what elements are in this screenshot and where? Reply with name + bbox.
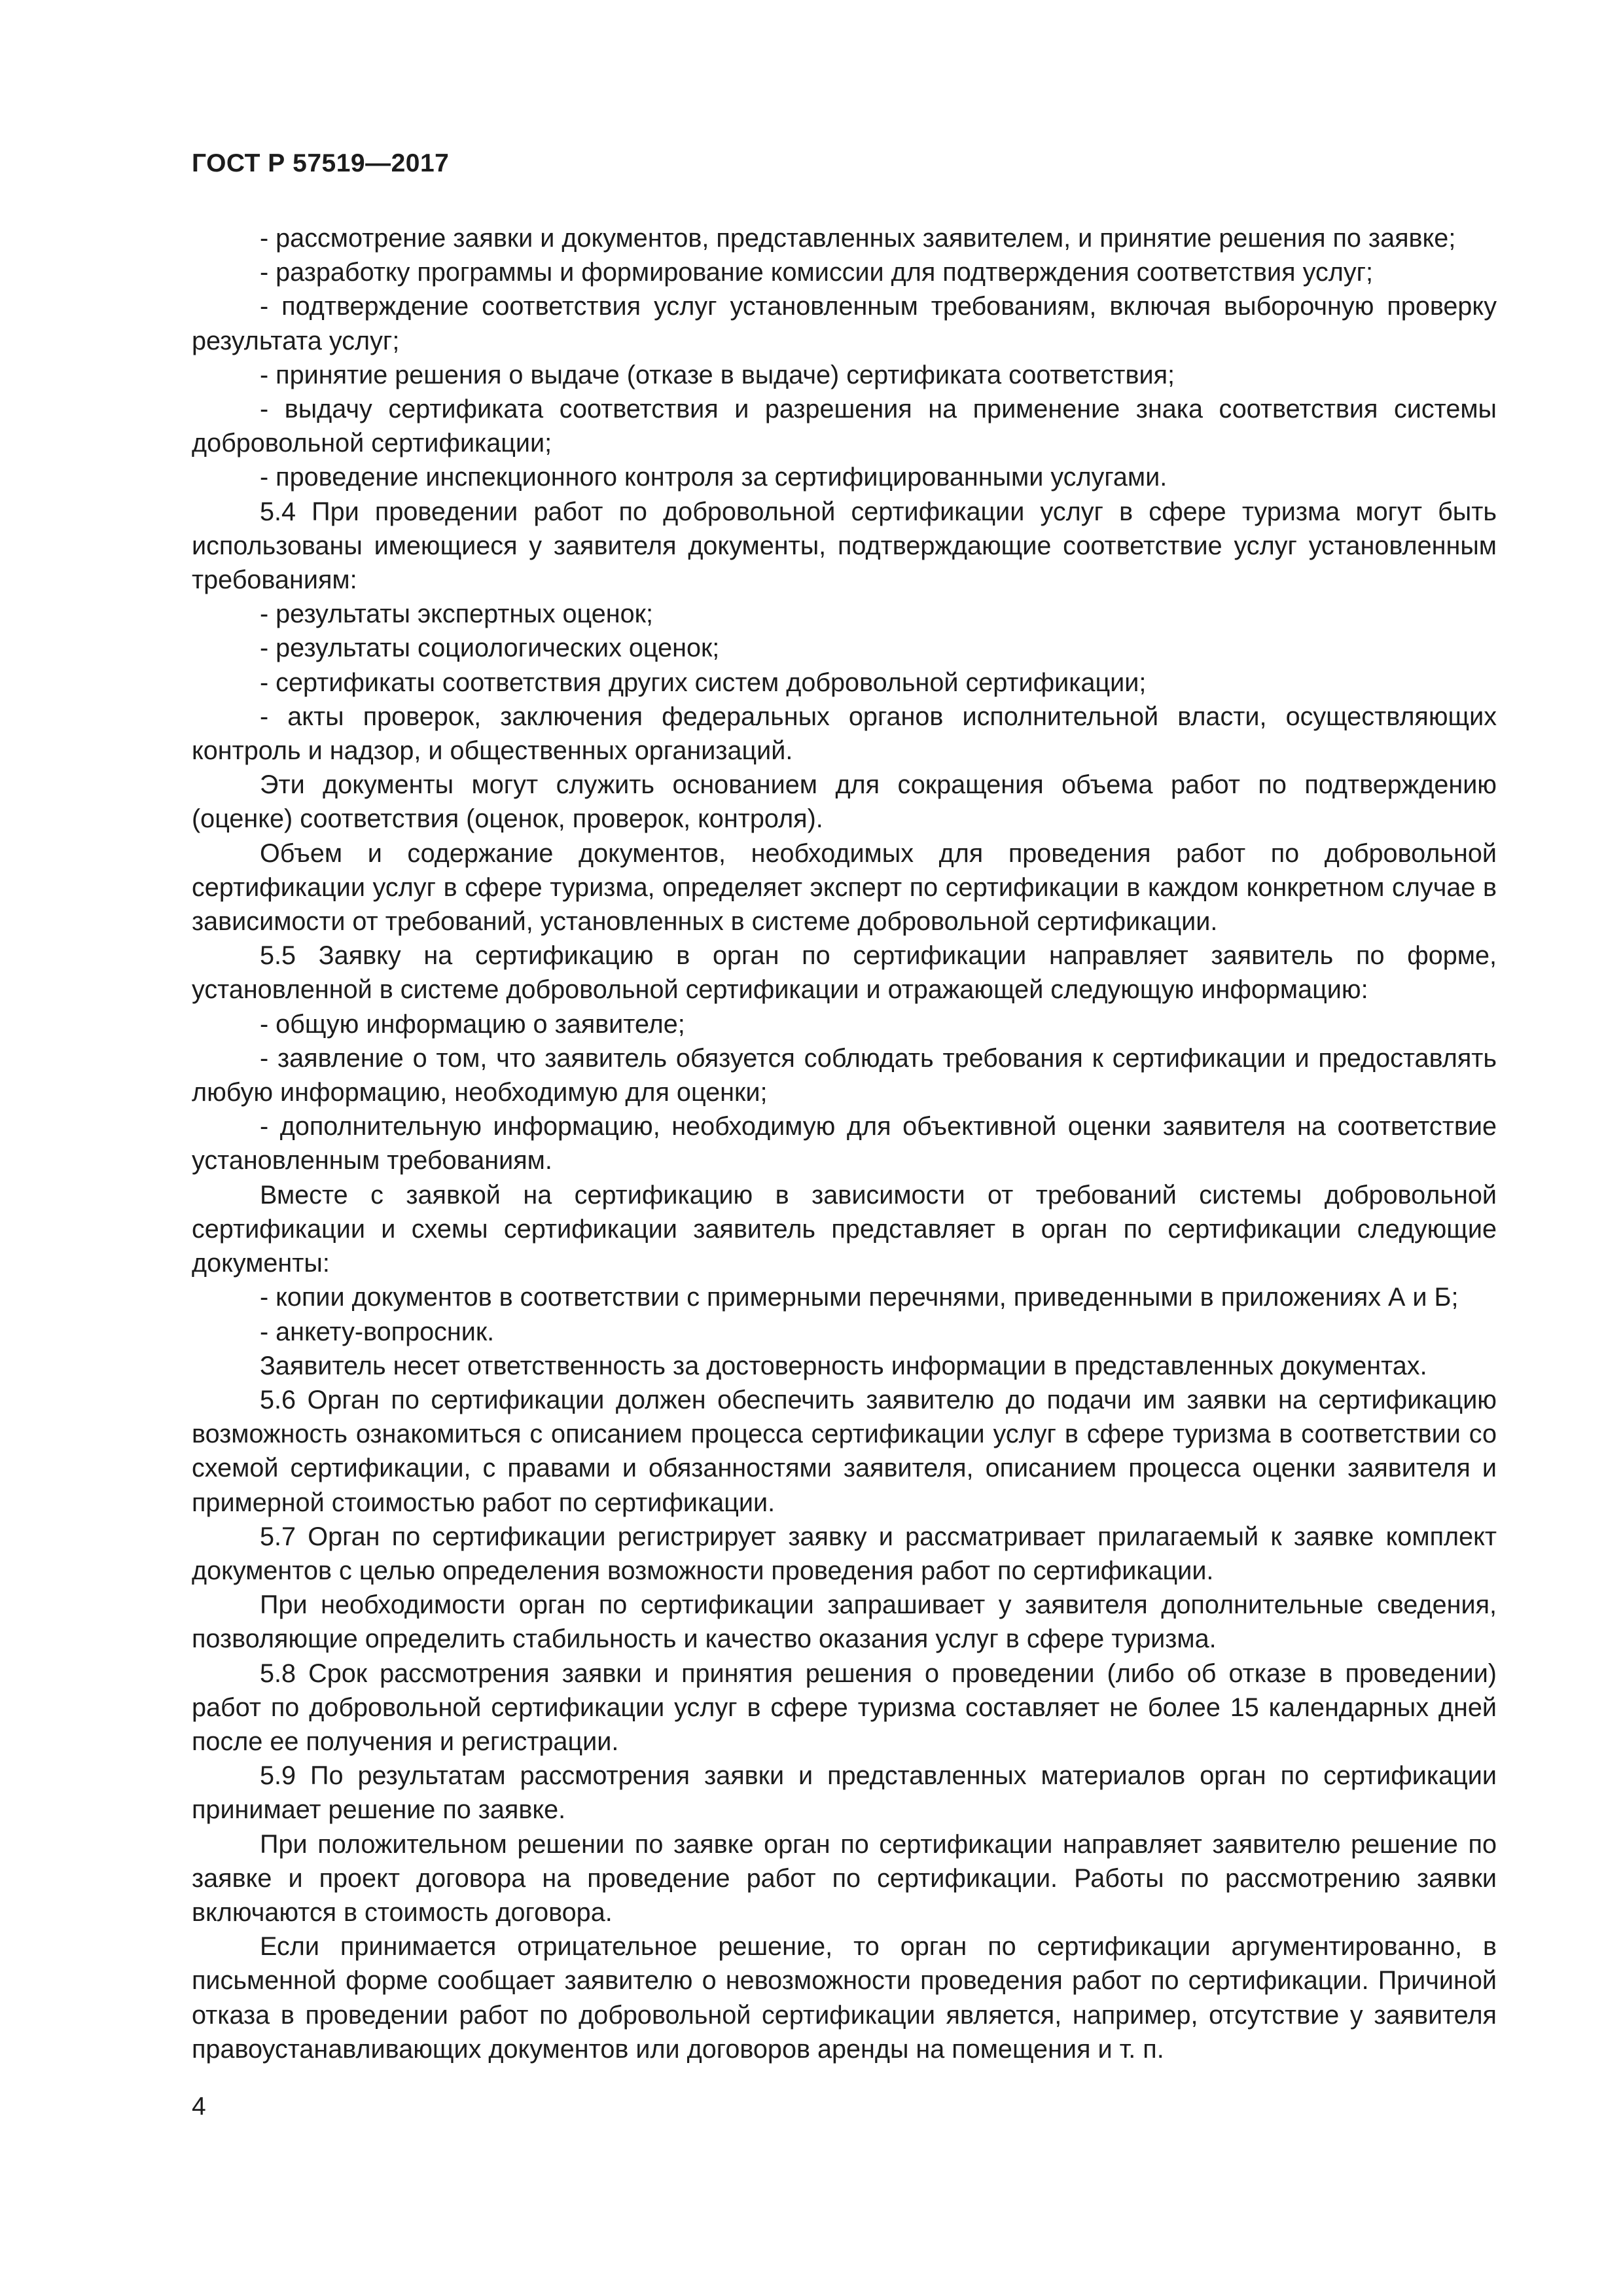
paragraph: - акты проверок, заключения федеральных органов исполнительной власти, осуществляющих контроль и надзор, и общественных организаций. bbox=[192, 702, 1497, 766]
paragraph: 5.9 По результатам рассмотрения заявки и представленных материалов орган по сертификации принимает решение по заявке. bbox=[192, 1761, 1497, 1825]
paragraph: 5.7 Орган по сертификации регистрирует заявку и рассматривает прилагаемый к заявке комплект документов с целью определения возможности проведения работ по сертификации. bbox=[192, 1522, 1497, 1585]
paragraph: - копии документов в соответствии с примерными перечнями, приведенными в приложениях А и Б; bbox=[260, 1283, 1459, 1312]
paragraph: - анкету-вопросник. bbox=[260, 1317, 495, 1346]
paragraph: 5.6 Орган по сертификации должен обеспечить заявителю до подачи им заявки на сертификацию возможность ознакомиться с описанием процесса сертификации услуг в сфере туризма в соответствии со схемой сертификации, с правами и обязанностями заявителя, описанием процесса оценки заявителя и примерной стоимостью работ по сертификации. bbox=[192, 1385, 1497, 1517]
paragraph: - принятие решения о выдаче (отказе в выдаче) сертификата соответствия; bbox=[260, 360, 1175, 389]
paragraph: - результаты экспертных оценок; bbox=[260, 600, 653, 629]
paragraph: - проведение инспекционного контроля за сертифицированными услугами. bbox=[260, 463, 1168, 492]
page-number: 4 bbox=[192, 2092, 206, 2121]
paragraph: - подтверждение соответствия услуг установленным требованиям, включая выборочную проверку результата услуг; bbox=[192, 292, 1497, 355]
paragraph: - дополнительную информацию, необходимую для объективной оценки заявителя на соответствие установленным требованиям. bbox=[192, 1112, 1497, 1175]
standard-code-header: ГОСТ Р 57519—2017 bbox=[192, 149, 450, 177]
paragraph: При положительном решении по заявке орган по сертификации направляет заявителю решение по заявке и проект договора на проведение работ по сертификации. Работы по рассмотрению заявки включаются в стоимость договора. bbox=[192, 1829, 1497, 1927]
paragraph: - выдачу сертификата соответствия и разрешения на применение знака соответствия системы добровольной сертификации; bbox=[192, 395, 1497, 458]
paragraph: - общую информацию о заявителе; bbox=[260, 1009, 685, 1039]
body-text bbox=[192, 221, 1497, 2066]
paragraph: Эти документы могут служить основанием для сокращения объема работ по подтверждению (оценке) соответствия (оценок, проверок, контроля). bbox=[192, 770, 1497, 834]
paragraph: 5.5 Заявку на сертификацию в орган по сертификации направляет заявитель по форме, установленной в системе добровольной сертификации и отражающей следующую информацию: bbox=[192, 941, 1497, 1005]
paragraph: - разработку программы и формирование комиссии для подтверждения соответствия услуг; bbox=[260, 258, 1374, 287]
paragraph: Заявитель несет ответственность за достоверность информации в представленных документах. bbox=[260, 1351, 1427, 1380]
paragraph: Вместе с заявкой на сертификацию в зависимости от требований системы добровольной сертификации и схемы сертификации заявитель представляет в орган по сертификации следующие документы: bbox=[192, 1180, 1497, 1278]
paragraph: При необходимости орган по сертификации запрашивает у заявителя дополнительные сведения, позволяющие определить стабильность и качество оказания услуг в сфере туризма. bbox=[192, 1590, 1497, 1654]
paragraph: 5.8 Срок рассмотрения заявки и принятия решения о проведении (либо об отказе в проведении) работ по добровольной сертификации услуг в сфере туризма составляет не более 15 календарных дней после ее получения и регистрации. bbox=[192, 1659, 1497, 1756]
paragraph: - рассмотрение заявки и документов, представленных заявителем, и принятие решения по заявке; bbox=[260, 224, 1456, 253]
paragraph: - сертификаты соответствия других систем добровольной сертификации; bbox=[260, 668, 1147, 697]
paragraph: 5.4 При проведении работ по добровольной сертификации услуг в сфере туризма могут быть использованы имеющиеся у заявителя документы, подтверждающие соответствие услуг установленным требованиям: bbox=[192, 497, 1497, 595]
paragraph: Если принимается отрицательное решение, то орган по сертификации аргументированно, в письменной форме сообщает заявителю о невозможности проведения работ по сертификации. Причиной отказа в проведении работ по добровольной сертификации является, например, отсутствие у заявителя правоустанавливающих документов или договоров аренды на помещения и т. п. bbox=[192, 1932, 1497, 2064]
paragraph: - заявление о том, что заявитель обязуется соблюдать требования к сертификации и предоставлять любую информацию, необходимую для оценки; bbox=[192, 1043, 1497, 1107]
paragraph: - результаты социологических оценок; bbox=[260, 634, 720, 663]
paragraph: Объем и содержание документов, необходимых для проведения работ по добровольной сертификации услуг в сфере туризма, определяет эксперт по сертификации в каждом конкретном случае в зависимости от требований, установленных в системе добровольной сертификации. bbox=[192, 838, 1497, 937]
